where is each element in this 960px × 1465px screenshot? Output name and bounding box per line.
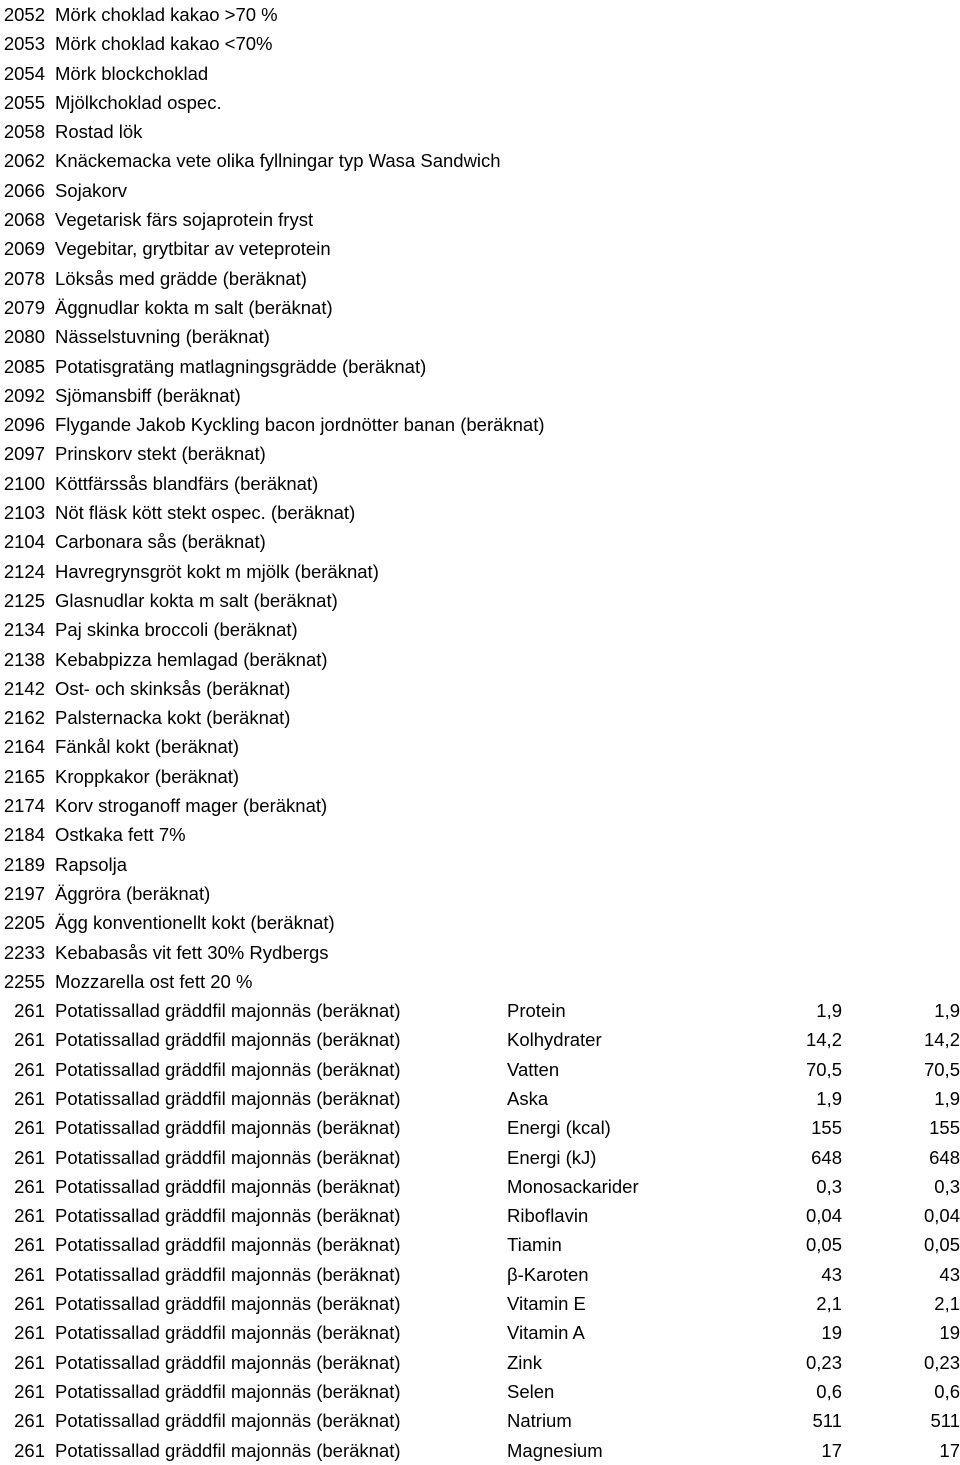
food-code: 2138 [0,645,45,674]
nutrient-row [0,1143,960,1172]
food-code: 2078 [0,264,45,293]
food-code: 2184 [0,820,45,849]
food-code: 261 [0,1348,45,1377]
food-code: 261 [0,1084,45,1113]
nutrient-value-2: 0,05 [924,1230,960,1259]
food-code: 2092 [0,381,45,410]
food-name: Potatissallad gräddfil majonnäs (beräknat) [55,1025,401,1054]
food-code: 2055 [0,88,45,117]
nutrient-value-2: 70,5 [924,1055,960,1084]
food-row [0,469,960,498]
nutrient-value-1: 0,3 [816,1172,842,1201]
food-name: Rapsolja [55,850,127,879]
food-row [0,557,960,586]
nutrient-value-2: 0,3 [934,1172,960,1201]
food-code: 2142 [0,674,45,703]
food-name: Vegebitar, grytbitar av veteprotein [55,234,331,263]
nutrient-name: Monosackarider [507,1172,639,1201]
food-name: Potatissallad gräddfil majonnäs (beräknat) [55,996,401,1025]
food-code: 2174 [0,791,45,820]
food-code: 2066 [0,176,45,205]
nutrient-name: Vitamin E [507,1289,586,1318]
food-name: Potatissallad gräddfil majonnäs (beräknat) [55,1230,401,1259]
food-name: Glasnudlar kokta m salt (beräknat) [55,586,338,615]
food-row [0,88,960,117]
nutrient-row [0,1172,960,1201]
nutrient-value-1: 1,9 [816,996,842,1025]
food-name: Nässelstuvning (beräknat) [55,322,270,351]
nutrient-value-2: 0,23 [924,1348,960,1377]
food-name: Potatisgratäng matlagningsgrädde (beräknat) [55,352,426,381]
food-name: Potatissallad gräddfil majonnäs (beräknat) [55,1113,401,1142]
food-code: 261 [0,1289,45,1318]
food-code: 2079 [0,293,45,322]
nutrient-value-1: 70,5 [806,1055,842,1084]
nutrient-name: Protein [507,996,566,1025]
food-name: Potatissallad gräddfil majonnäs (beräknat) [55,1406,401,1435]
food-code: 261 [0,1260,45,1289]
nutrient-name: Kolhydrater [507,1025,602,1054]
food-code: 261 [0,1055,45,1084]
food-code: 261 [0,1025,45,1054]
nutrient-name: Energi (kcal) [507,1113,611,1142]
nutrient-name: Riboflavin [507,1201,588,1230]
nutrient-value-1: 648 [811,1143,842,1172]
food-row [0,908,960,937]
food-code: 261 [0,1436,45,1465]
food-name: Rostad lök [55,117,142,146]
nutrient-value-2: 17 [939,1436,960,1465]
food-code: 2164 [0,732,45,761]
food-code: 261 [0,1113,45,1142]
nutrient-row [0,1025,960,1054]
food-name: Potatissallad gräddfil majonnäs (beräknat) [55,1055,401,1084]
food-code: 2103 [0,498,45,527]
nutrient-value-1: 0,6 [816,1377,842,1406]
food-code: 2197 [0,879,45,908]
food-code: 261 [0,1377,45,1406]
food-code: 261 [0,1201,45,1230]
nutrient-value-1: 0,04 [806,1201,842,1230]
food-row [0,615,960,644]
food-code: 261 [0,1172,45,1201]
nutrient-name: Zink [507,1348,542,1377]
food-row [0,381,960,410]
nutrient-name: Natrium [507,1406,572,1435]
food-name: Palsternacka kokt (beräknat) [55,703,290,732]
nutrient-name: Vitamin A [507,1318,585,1347]
food-name: Potatissallad gräddfil majonnäs (beräknat) [55,1348,401,1377]
food-row [0,850,960,879]
food-code: 2097 [0,439,45,468]
food-code: 2096 [0,410,45,439]
food-name: Kebabasås vit fett 30% Rydbergs [55,938,329,967]
food-name: Knäckemacka vete olika fyllningar typ Wasa Sandwich [55,146,501,175]
food-name: Mozzarella ost fett 20 % [55,967,252,996]
nutrient-name: Magnesium [507,1436,603,1465]
food-code: 2062 [0,146,45,175]
nutrient-row [0,1436,960,1465]
food-code: 261 [0,1406,45,1435]
food-code: 2189 [0,850,45,879]
nutrient-value-2: 1,9 [934,996,960,1025]
nutrient-row [0,1377,960,1406]
nutrient-value-1: 43 [821,1260,842,1289]
food-row [0,527,960,556]
food-row [0,117,960,146]
nutrient-value-1: 1,9 [816,1084,842,1113]
food-row [0,59,960,88]
food-name: Ostkaka fett 7% [55,820,186,849]
food-code: 2125 [0,586,45,615]
nutrient-value-2: 0,04 [924,1201,960,1230]
nutrient-row [0,1348,960,1377]
food-row [0,352,960,381]
food-name: Potatissallad gräddfil majonnäs (beräknat) [55,1318,401,1347]
nutrient-value-1: 19 [821,1318,842,1347]
food-row [0,674,960,703]
nutrient-row [0,1260,960,1289]
food-name: Potatissallad gräddfil majonnäs (beräknat) [55,1260,401,1289]
food-name: Köttfärssås blandfärs (beräknat) [55,469,318,498]
food-name: Potatissallad gräddfil majonnäs (beräknat) [55,1289,401,1318]
food-name: Flygande Jakob Kyckling bacon jordnötter banan (beräknat) [55,410,545,439]
food-code: 2233 [0,938,45,967]
nutrient-name: Energi (kJ) [507,1143,596,1172]
nutrient-row [0,1230,960,1259]
food-name: Äggnudlar kokta m salt (beräknat) [55,293,333,322]
food-row [0,762,960,791]
food-code: 2054 [0,59,45,88]
food-code: 2080 [0,322,45,351]
nutrient-row [0,996,960,1025]
food-code: 2255 [0,967,45,996]
food-name: Nöt fläsk kött stekt ospec. (beräknat) [55,498,355,527]
food-code: 2134 [0,615,45,644]
nutrient-value-1: 0,05 [806,1230,842,1259]
food-name: Ost- och skinksås (beräknat) [55,674,290,703]
food-name: Korv stroganoff mager (beräknat) [55,791,327,820]
food-name: Havregrynsgröt kokt m mjölk (beräknat) [55,557,379,586]
food-name: Potatissallad gräddfil majonnäs (beräknat) [55,1084,401,1113]
food-code: 2053 [0,29,45,58]
nutrient-value-2: 511 [931,1406,960,1435]
nutrient-name: Vatten [507,1055,559,1084]
food-name: Sjömansbiff (beräknat) [55,381,241,410]
food-row [0,29,960,58]
nutrient-row [0,1289,960,1318]
food-name: Potatissallad gräddfil majonnäs (beräknat) [55,1377,401,1406]
food-row [0,293,960,322]
food-row [0,0,960,29]
nutrient-value-1: 14,2 [806,1025,842,1054]
nutrient-name: Tiamin [507,1230,562,1259]
food-row [0,498,960,527]
food-name: Carbonara sås (beräknat) [55,527,266,556]
food-row [0,264,960,293]
nutrient-row [0,1055,960,1084]
food-code: 2052 [0,0,45,29]
nutrient-value-2: 2,1 [934,1289,960,1318]
food-code: 261 [0,1230,45,1259]
food-name: Kebabpizza hemlagad (beräknat) [55,645,328,674]
food-name: Löksås med grädde (beräknat) [55,264,307,293]
nutrient-row [0,1318,960,1347]
food-code: 261 [0,1318,45,1347]
nutrient-row [0,1406,960,1435]
food-code: 261 [0,1143,45,1172]
food-code: 2205 [0,908,45,937]
nutrient-value-1: 0,23 [806,1348,842,1377]
nutrient-row [0,1084,960,1113]
nutrient-name: β-Karoten [507,1260,589,1289]
food-code: 2165 [0,762,45,791]
food-row [0,586,960,615]
nutrient-table [0,996,960,1465]
food-code: 2068 [0,205,45,234]
food-code: 2085 [0,352,45,381]
food-code: 2162 [0,703,45,732]
nutrient-value-2: 14,2 [924,1025,960,1054]
food-row [0,205,960,234]
nutrient-value-2: 1,9 [934,1084,960,1113]
nutrient-name: Selen [507,1377,554,1406]
food-code: 2100 [0,469,45,498]
food-name: Mjölkchoklad ospec. [55,88,222,117]
food-name: Potatissallad gräddfil majonnäs (beräknat) [55,1436,401,1465]
nutrient-value-2: 648 [929,1143,960,1172]
food-row [0,176,960,205]
food-row [0,732,960,761]
nutrient-value-1: 511 [813,1406,843,1435]
food-name: Mörk blockchoklad [55,59,208,88]
food-name: Sojakorv [55,176,127,205]
food-name: Paj skinka broccoli (beräknat) [55,615,298,644]
food-code: 2069 [0,234,45,263]
nutrient-value-1: 155 [811,1113,842,1142]
food-row [0,791,960,820]
food-name: Kroppkakor (beräknat) [55,762,239,791]
nutrient-value-2: 0,6 [934,1377,960,1406]
food-row [0,234,960,263]
food-row [0,938,960,967]
food-row [0,439,960,468]
food-name: Potatissallad gräddfil majonnäs (beräknat) [55,1172,401,1201]
food-row [0,820,960,849]
food-code: 2104 [0,527,45,556]
food-row [0,322,960,351]
nutrient-value-1: 17 [821,1436,842,1465]
food-code: 2058 [0,117,45,146]
food-row [0,645,960,674]
nutrient-row [0,1201,960,1230]
food-row [0,410,960,439]
food-name: Fänkål kokt (beräknat) [55,732,239,761]
food-row [0,967,960,996]
nutrient-name: Aska [507,1084,548,1113]
nutrient-value-1: 2,1 [816,1289,842,1318]
food-name: Vegetarisk färs sojaprotein fryst [55,205,313,234]
food-name: Mörk choklad kakao <70% [55,29,273,58]
food-code: 261 [0,996,45,1025]
food-row [0,879,960,908]
food-name: Potatissallad gräddfil majonnäs (beräknat) [55,1201,401,1230]
food-name: Potatissallad gräddfil majonnäs (beräknat) [55,1143,401,1172]
food-name: Ägg konventionellt kokt (beräknat) [55,908,335,937]
food-name: Prinskorv stekt (beräknat) [55,439,266,468]
nutrient-value-2: 43 [939,1260,960,1289]
nutrient-value-2: 155 [929,1113,960,1142]
nutrient-row [0,1113,960,1142]
nutrient-value-2: 19 [939,1318,960,1347]
food-name: Äggröra (beräknat) [55,879,210,908]
food-row [0,146,960,175]
food-row [0,703,960,732]
food-code: 2124 [0,557,45,586]
food-name: Mörk choklad kakao >70 % [55,0,278,29]
